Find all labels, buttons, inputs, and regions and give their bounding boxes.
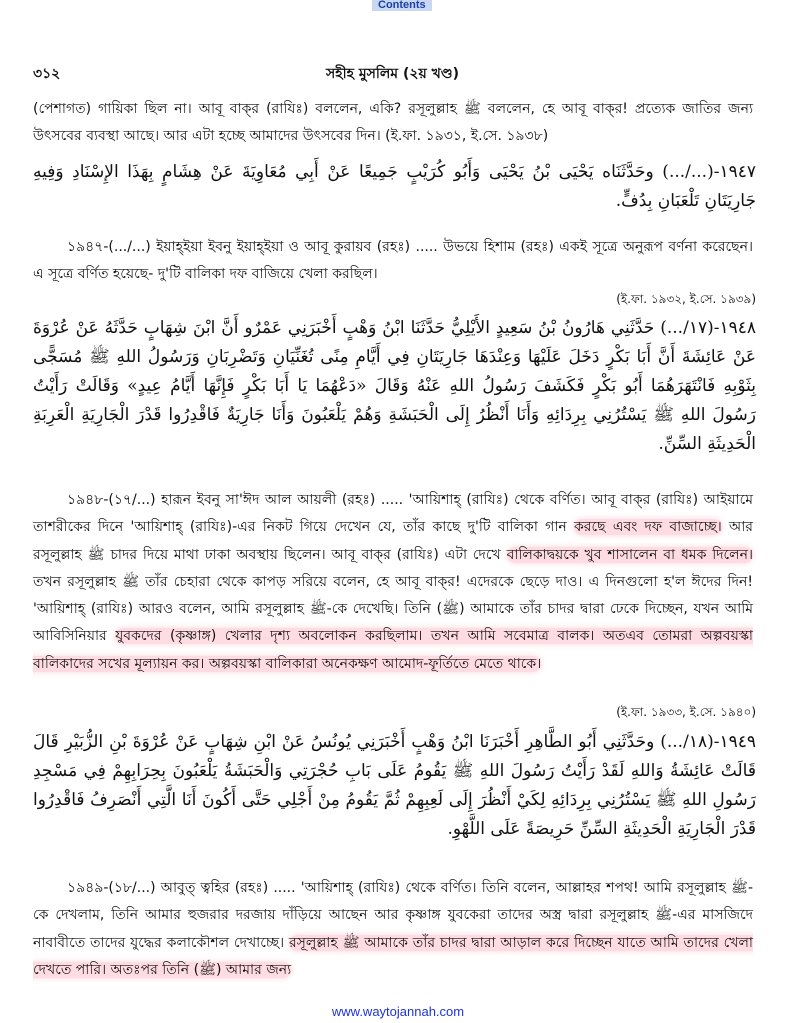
paragraph-continued: (পেশাগত) গায়িকা ছিল না। আবূ বাক্‌র (রাযিঃ) বললেন, একি? রসূলুল্লাহ ﷺ বললেন, হে আবূ বাক্‌র! প্রত্যেক জাতির জন্য উৎসবের ব্যবস্থা আছে। আর এটা হচ্ছে আমাদের উৎসবের দিন। (ই.ফা. ১৯৩১, ই.সে. ১৯৩৮) bbox=[33, 101, 753, 145]
hadith-1948-text-a: ১৯৪৮-(১৭/...) হারূন ইবনু সা'ঈদ আল আয়লী (রহঃ) ..... 'আয়িশাহ্‌ (রাযিঃ) থেকে বর্ণিত। আবূ বাক্‌র (রাযিঃ) আইয়ামে তাশরীকের দিনে 'আয়িশাহ্‌ (রাযিঃ)-এর নিকট গিয়ে দেখেন যে, তাঁর কাছে দু'টি বালিকা গান bbox=[33, 492, 753, 536]
arabic-hadith-1947: ١٩٤٧-(.../...) وحَدَّثَنَاه يَحْيَى بْنُ يَحْيَى وَأَبُو كُرَيْبٍ جَمِيعًا عَنْ أَبِي مُعَاوِيَةَ عَنْ هِشَامٍ بِهَذَا الإِسْنَادِ وَفِيهِ جَارِيَتَانِ تَلْعَبَانِ بِدُفٍّ. bbox=[33, 162, 756, 211]
bengali-hadith-1948 bbox=[33, 487, 753, 678]
hadith-1949-text: ১৯৪৯-(১৮/...) আবুত্‌ ত্বহির (রহঃ) ..... 'আয়িশাহ্‌ (রাযিঃ) থেকে বর্ণিত। তিনি বলেন, আল্লাহর শপথ! আমি রসূলুল্লাহ ﷺ-কে দেখলাম, তিনি আমার হুজরার দরজায় দাঁড়িয়ে আছেন আর কৃষ্ণাঙ্গ যুবকেরা তাদের অস্ত্র দ্বারা রসূলুল্লাহ ﷺ-এর মাসজিদে নাবাবীতে তাদের যুদ্ধের কলাকৌশল দেখাচ্ছে। bbox=[33, 880, 753, 951]
website-url[interactable]: www.waytojannah.com bbox=[331, 1004, 465, 1019]
source-ref-1947: (ই.ফা. ১৯৩২, ই.সে. ১৯৩৯) bbox=[616, 292, 756, 306]
highlight-3: যুবকদের (কৃষ্ণাঙ্গ) খেলার দৃশ্য অবলোকন করছিলাম। তখন আমি সবেমাত্র বালক। অতএব তোমরা অল্পবয়স্কা বালিকাদের সখের মূল্যায়ন কর। অল্পবয়স্কা বালিকারা অনেকক্ষণ আমোদ-ফূর্তিতে মেতে থাকে। bbox=[33, 628, 753, 672]
highlight-4: রসূলুল্লাহ ﷺ আমাকে তাঁর চাদর দ্বারা আড়াল করে দিচ্ছেন যাতে আমি তাদের খেলা দেখতে পারি। অতঃপর তিনি (ﷺ) আমার জন্য bbox=[33, 934, 753, 978]
arabic-hadith-1948: ١٩٤٨-(١٧/...) حَدَّثَنِي هَارُونُ بْنُ سَعِيدٍ الأَيْلِيُّ حَدَّثَنَا ابْنُ وَهْبٍ أَخْبَرَنِي عَمْرٌو أَنَّ ابْنَ شِهَابٍ حَدَّثَهُ عَنْ عُرْوَةَ عَنْ عَائِشَةَ أَنَّ أَبَا بَكْرٍ دَخَلَ عَلَيْهَا وَعِنْدَهَا جَارِيَتَانِ فِي أَيَّامِ مِنًى تُغَنِّيَانِ وَتَضْرِبَانِ وَرَسُولُ اللهِ ﷺ مُسَجًّى بِثَوْبِهِ فَانْتَهَرَهُمَا أَبُو بَكْرٍ فَكَشَفَ رَسُولُ اللهِ عَنْهُ وَقَالَ «دَعْهُمَا يَا أَبَا بَكْرٍ فَإِنَّهَا أَيَّامُ عِيدٍ» وَقَالَتْ رَأَيْتُ رَسُولَ اللهِ ﷺ يَسْتُرُنِي بِرِدَائِهِ وَأَنَا أَنْظُرُ إِلَى الْحَبَشَةِ وَهُمْ يَلْعَبُونَ وَأَنَا جَارِيَةٌ فَاقْدِرُوا قَدْرَ الْجَارِيَةِ الْعَرِبَةِ الْحَدِيثَةِ السِّنِّ. bbox=[33, 318, 756, 454]
source-ref-1948: (ই.ফা. ১৯৩৩, ই.সে. ১৯৪০) bbox=[616, 705, 756, 719]
book-title: সহীহ মুসলিম (২য় খণ্ড) bbox=[326, 66, 460, 82]
hadith-1948-text-b: আর রসূলুল্লাহ ﷺ চাদর দিয়ে মাথা ঢাকা অবস্থায় ছিলেন। আবূ বাক্‌র (রাযিঃ) এটা দেখে bbox=[33, 519, 753, 563]
arabic-hadith-1949: ١٩٤٩-(١٨/...) وحَدَّثَنِي أَبُو الطَّاهِرِ أَخْبَرَنَا ابْنُ وَهْبٍ أَخْبَرَنِي يُونُسُ عَنْ ابْنِ شِهَابٍ عَنْ عُرْوَةَ بْنِ الزُّبَيْرِ قَالَ قَالَتْ عَائِشَةُ وَاللهِ لَقَدْ رَأَيْتُ رَسُولَ اللهِ ﷺ يَقُومُ عَلَى بَابِ حُجْرَتِي وَالْحَبَشَةُ يَلْعَبُونَ بِحِرَابِهِمْ فِي مَسْجِدِ رَسُولِ اللهِ ﷺ يَسْتُرُنِي بِرِدَائِهِ لِكَيْ أَنْظُرَ إِلَى لَعِبِهِمْ ثُمَّ يَقُومُ مِنْ أَجْلِي حَتَّى أَكُونَ أَنَا الَّتِي أَنْصَرِفُ فَاقْدِرُوا قَدْرَ الْجَارِيَةِ الْحَدِيثَةِ السِّنِّ حَرِيصَةً عَلَى اللَّهْوِ. bbox=[33, 732, 756, 839]
bengali-hadith-1949 bbox=[33, 875, 753, 984]
highlight-2: বালিকাদ্বয়কে খুব শাসালেন বা ধমক দিলেন। bbox=[506, 546, 753, 563]
bengali-hadith-1947: ১৯৪৭-(.../...) ইয়াহ্‌ইয়া ইবনু ইয়াহ্‌ইয়া ও আবূ কুরায়ব (রহঃ) ..... উভয়ে হিশাম (রহঃ) একই সূত্রে অনুরূপ বর্ণনা করেছেন। এ সূত্রে বর্ণিত হয়েছে- দু'টি বালিকা দফ বাজিয়ে খেলা করছিল। bbox=[33, 239, 753, 283]
contents-link[interactable]: Contents bbox=[372, 0, 432, 11]
hadith-1948-text-c: তখন রসূলুল্লাহ ﷺ তাঁর চেহারা থেকে কাপড় সরিয়ে বলেন, হে আবূ বাক্‌র! এদেরকে ছেড়ে দাও। এ দিনগুলো হ'ল ঈদের দিন! 'আয়িশাহ্‌ (রাযিঃ) আরও বলেন, আমি রসূলুল্লাহ ﷺ-কে দেখেছি। তিনি (ﷺ) আমাকে তাঁর চাদর দ্বারা ঢেকে দিচ্ছেন, যখন আমি আবিসিনিয়ার bbox=[33, 573, 754, 645]
highlight-1: করছে এবং দফ বাজাচ্ছে। bbox=[574, 519, 722, 536]
page-number: ৩১২ bbox=[33, 66, 61, 82]
